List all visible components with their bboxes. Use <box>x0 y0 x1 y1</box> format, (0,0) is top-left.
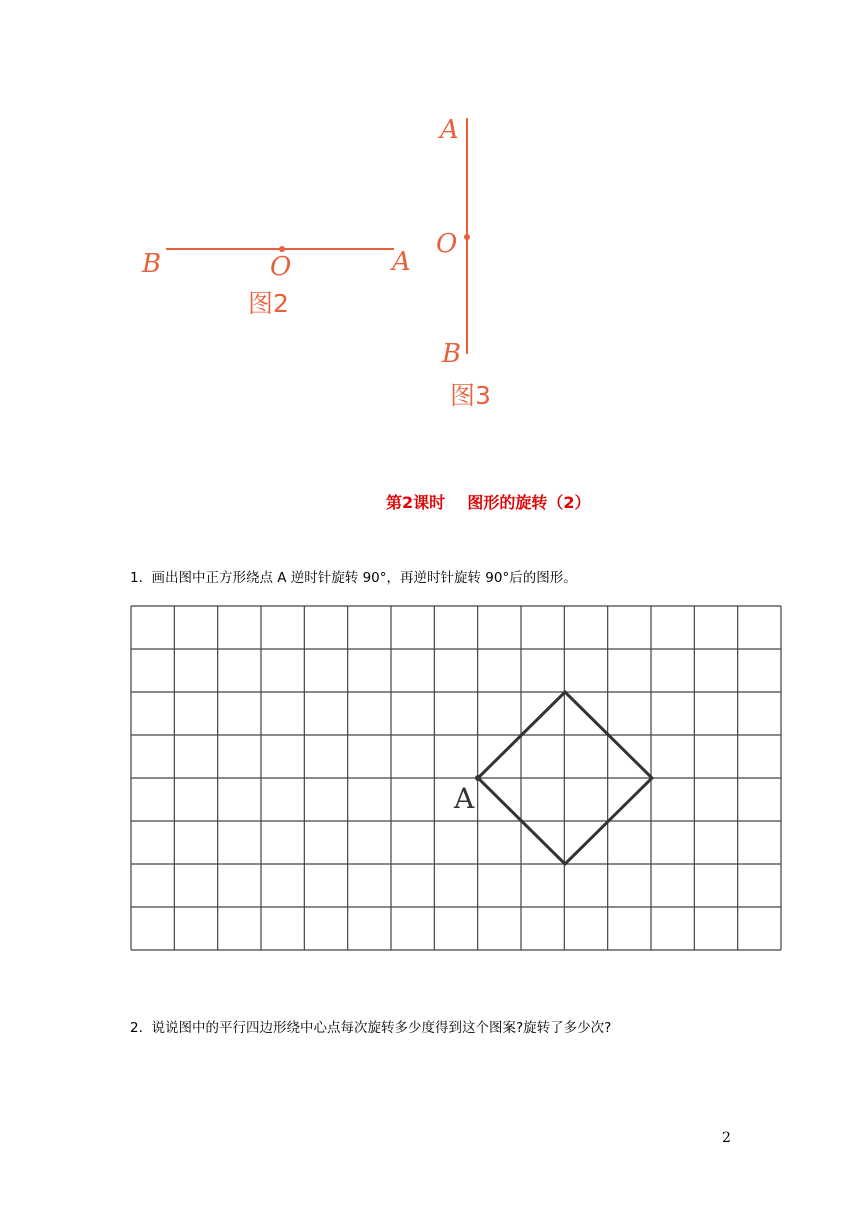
figure2-label-o: O <box>270 252 292 282</box>
section-title: 第2课时 图形的旋转（2） <box>386 493 591 512</box>
figure3-caption: 图3 <box>450 381 491 410</box>
figure3-label-a: A <box>440 115 459 145</box>
question-2: 2. 说说图中的平行四边形绕中心点每次旋转多少度得到这个图案?旋转了多少次? <box>130 1020 612 1036</box>
question-1: 1. 画出图中正方形绕点 A 逆时针旋转 90°，再逆时针旋转 90°后的图形。 <box>130 570 577 586</box>
page-number: 2 <box>722 1130 731 1146</box>
figure2-label-b: B <box>142 249 162 279</box>
grid-lines <box>131 606 781 950</box>
figure3-point-o <box>464 234 470 240</box>
figure3-label-o: O <box>436 229 458 259</box>
point-a <box>475 775 481 781</box>
figure2-caption: 图2 <box>248 289 289 318</box>
figure2-label-a: A <box>392 247 411 277</box>
figure3-label-b: B <box>442 339 462 369</box>
rotation-grid <box>126 600 788 960</box>
point-a-label: A <box>454 782 475 815</box>
figures-2-3 <box>0 0 860 440</box>
grid-svg <box>126 600 788 960</box>
